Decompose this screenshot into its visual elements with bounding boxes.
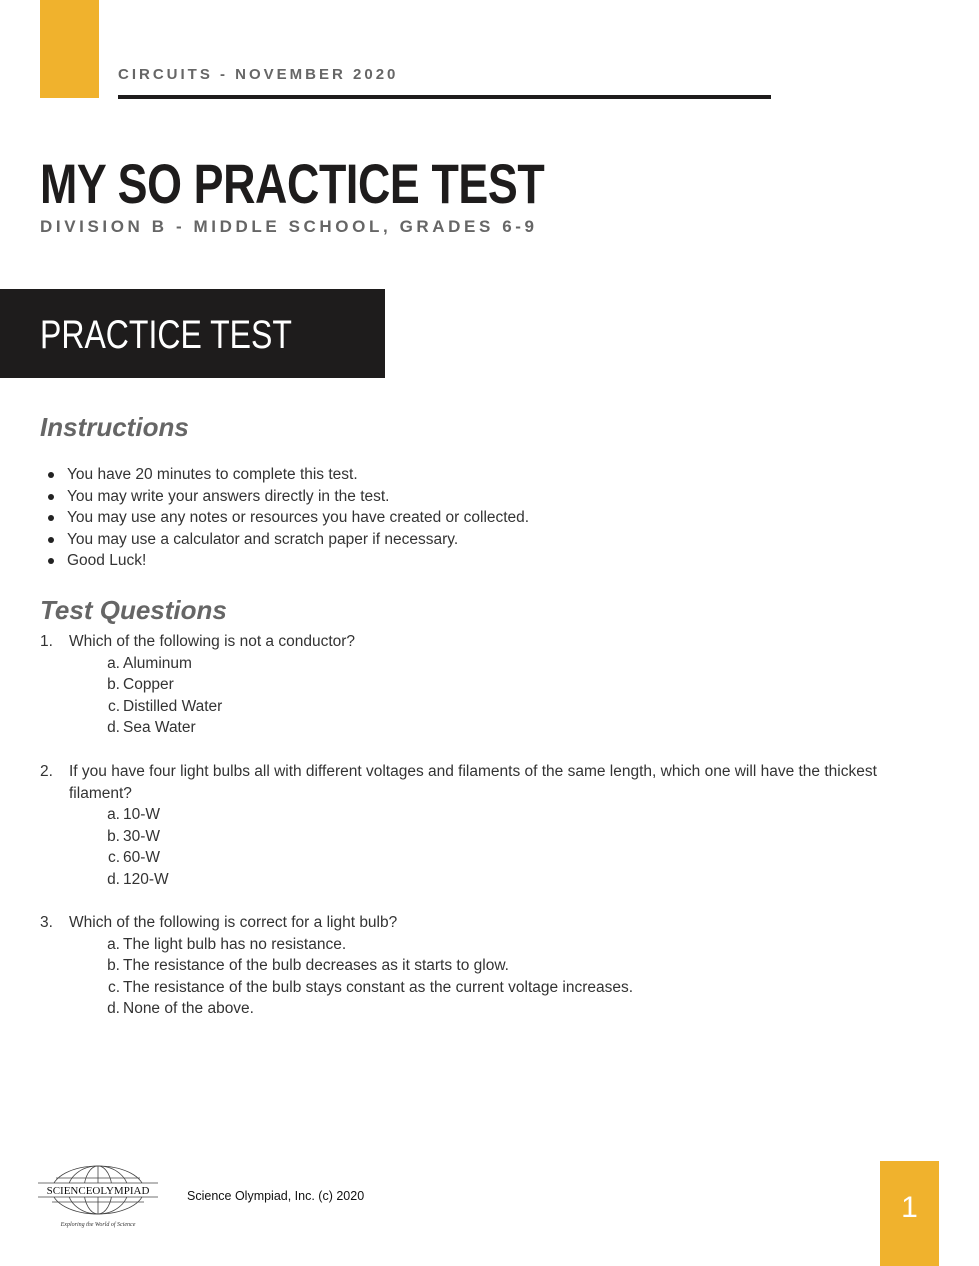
page-number-box [880, 1161, 939, 1266]
answer-option [40, 696, 880, 718]
answer-option [40, 977, 880, 999]
option-letter: b. [107, 957, 120, 974]
answer-option [40, 674, 880, 696]
option-text: 120-W [123, 870, 169, 888]
option-text: Copper [123, 676, 174, 693]
list-item: You may write your answers directly in the test. [40, 486, 529, 508]
option-text: Aluminum [123, 654, 192, 672]
option-text: None of the above. [123, 1000, 254, 1017]
list-item: You may use a calculator and scratch paper if necessary. [40, 529, 529, 551]
option-text: The light bulb has no resistance. [123, 935, 347, 953]
option-letter: c. [107, 849, 120, 866]
footer-copyright: Science Olympiad, Inc. (c) 2020 [187, 1189, 365, 1203]
option-text: Sea Water [123, 719, 196, 736]
question-2 [40, 761, 880, 890]
answer-option [40, 717, 880, 739]
answer-option [40, 653, 880, 675]
test-questions-heading: Test Questions [40, 595, 227, 625]
option-letter: d. [107, 870, 120, 888]
option-text: The resistance of the bulb stays constant as the current voltage increases. [123, 978, 634, 996]
option-text: The resistance of the bulb decreases as it starts to glow. [123, 957, 509, 974]
option-letter: a. [107, 935, 120, 953]
question-text: Which of the following is not a conductor? [69, 633, 356, 650]
banner-label: PRACTICE TEST [40, 313, 292, 357]
option-letter: c. [107, 697, 120, 715]
section-banner [0, 289, 385, 378]
question-3 [40, 912, 880, 1020]
page-title: MY SO PRACTICE TEST [40, 152, 545, 215]
accent-block-top [40, 0, 99, 98]
list-item: You have 20 minutes to complete this test. [40, 464, 529, 486]
option-letter: c. [107, 978, 120, 996]
option-letter: b. [107, 827, 120, 845]
option-letter: a. [107, 806, 120, 823]
answer-options [40, 934, 880, 1020]
option-letter: b. [107, 676, 120, 693]
answer-options [40, 804, 880, 890]
answer-options [40, 653, 880, 739]
question-number: 2. [40, 763, 53, 780]
science-olympiad-logo [38, 1162, 158, 1232]
question-text: Which of the following is correct for a light bulb? [69, 914, 398, 931]
answer-option [40, 998, 880, 1020]
answer-option [40, 826, 880, 848]
question-text: If you have four light bulbs all with different voltages and filaments of the same length, which one will have the thickest filament? [69, 763, 877, 802]
option-text: 10-W [123, 806, 161, 823]
option-text: Distilled Water [123, 697, 223, 715]
header-label: CIRCUITS - NOVEMBER 2020 [118, 66, 399, 83]
option-letter: a. [107, 654, 120, 672]
answer-option [40, 955, 880, 977]
logo-wordmark: SCIENCEOLYMPIAD [46, 1185, 150, 1197]
page-subtitle: DIVISION B - MIDDLE SCHOOL, GRADES 6-9 [40, 217, 538, 236]
list-item: Good Luck! [40, 550, 529, 572]
answer-option [40, 934, 880, 956]
option-letter: d. [107, 719, 120, 736]
option-letter: d. [107, 1000, 120, 1017]
list-item: You may use any notes or resources you have created or collected. [40, 507, 529, 529]
question-number: 3. [40, 914, 53, 931]
page-number: 1 [901, 1191, 918, 1224]
logo-tagline: Exploring the World of Science [60, 1222, 136, 1228]
header-divider [118, 95, 771, 99]
option-text: 30-W [123, 827, 161, 845]
option-text: 60-W [123, 849, 161, 866]
instructions-heading: Instructions [40, 412, 189, 442]
question-number: 1. [40, 633, 53, 650]
answer-option [40, 804, 880, 826]
answer-option [40, 869, 880, 891]
instructions-list [40, 464, 529, 572]
answer-option [40, 847, 880, 869]
question-1 [40, 631, 880, 739]
